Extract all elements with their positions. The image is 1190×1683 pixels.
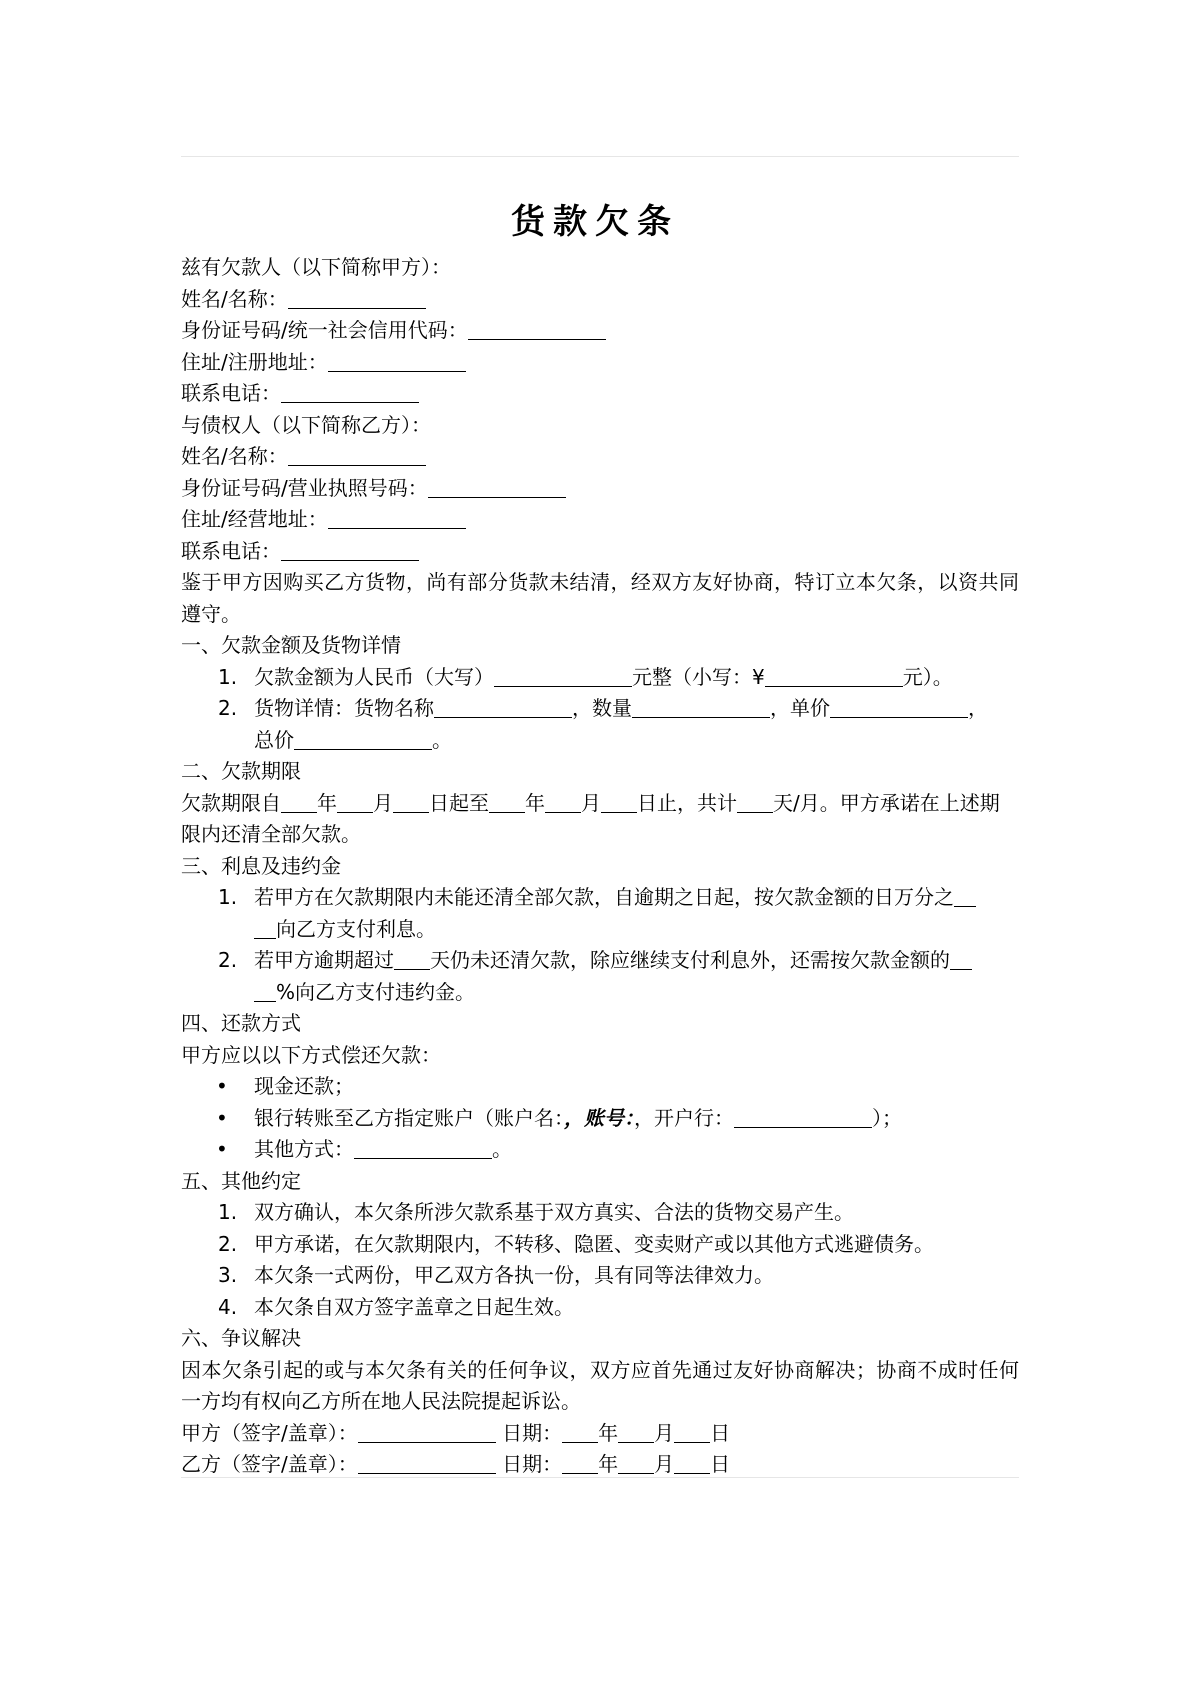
debtor-id-blank	[468, 317, 606, 340]
document-body	[181, 252, 1019, 1481]
debtor-name-blank	[288, 286, 426, 309]
bullet-icon: •	[216, 1137, 228, 1161]
creditor-intro: 与债权人（以下简称乙方）：	[181, 412, 431, 437]
section1-item-2: 2. 货物详情：货物名称 ，数量 ，单价 ， 总价 。	[218, 696, 988, 752]
payment-bank: • 银行转账至乙方指定账户（账户名：，账号：，开户行： ）；	[181, 1103, 1019, 1135]
debtor-address-line: 住址/注册地址：	[181, 347, 1019, 379]
quantity-blank	[632, 695, 770, 718]
signature-party-a: 甲方（签字/盖章）： 日期： 年 月 日	[181, 1420, 731, 1445]
section3-item-1: 1. 若甲方在欠款期限内未能还清全部欠款，自逾期之日起，按欠款金额的日万分之 向乙方支付利息。	[181, 882, 1019, 945]
bullet-icon: •	[216, 1074, 228, 1098]
party-a-signature-blank	[358, 1420, 496, 1443]
debtor-address-blank	[328, 349, 466, 372]
creditor-address-blank	[328, 506, 466, 529]
section4-intro: 甲方应以以下方式偿还欠款：	[181, 1042, 441, 1067]
unit-price-blank	[830, 695, 968, 718]
payment-other: • 其他方式： 。	[181, 1134, 1019, 1166]
amount-upper-blank	[494, 664, 632, 687]
section5-item: 3. 本欠条一式两份，甲乙双方各执一份，具有同等法律效力。	[218, 1263, 774, 1287]
section3-list	[181, 882, 1019, 1008]
section3-item-2: 2. 若甲方逾期超过 天仍未还清欠款，除应继续支付利息外，还需按欠款金额的 %向乙方支付违约金。	[181, 945, 1019, 1008]
creditor-phone-line: 联系电话：	[181, 536, 1019, 568]
section4-heading: 四、还款方式	[181, 1011, 301, 1035]
section2-text: 欠款期限自 年 月 日起至 年 月 日止，共计 天/月。甲方承诺在上述期限内还清全部欠款。	[181, 790, 1000, 846]
preamble: 鉴于甲方因购买乙方货物，尚有部分货款未结清，经双方友好协商，特订立本欠条，以资共同遵守。	[181, 570, 1019, 626]
section5-heading: 五、其他约定	[181, 1168, 301, 1193]
debtor-name-line: 姓名/名称：	[181, 284, 1019, 316]
debtor-id-line: 身份证号码/统一社会信用代码：	[181, 315, 1019, 347]
bullet-icon: •	[216, 1105, 228, 1130]
debtor-phone-blank	[281, 380, 419, 403]
bank-blank	[734, 1105, 872, 1128]
top-divider	[181, 156, 1019, 157]
section5-item: 2. 甲方承诺，在欠款期限内，不转移、隐匿、变卖财产或以其他方式逃避债务。	[218, 1231, 934, 1256]
party-b-signature-blank	[358, 1451, 496, 1474]
bottom-divider	[181, 1477, 1019, 1478]
creditor-name-line: 姓名/名称：	[181, 441, 1019, 473]
section3-heading: 三、利息及违约金	[181, 853, 341, 878]
amount-lower-blank	[765, 664, 903, 687]
signature-party-b: 乙方（签字/盖章）： 日期： 年 月 日	[181, 1452, 731, 1476]
creditor-id-blank	[428, 475, 566, 498]
section1-list	[181, 662, 1019, 757]
goods-name-blank	[434, 695, 572, 718]
section6-text: 因本欠条引起的或与本欠条有关的任何争议，双方应首先通过友好协商解决；协商不成时任何一方均有权向乙方所在地人民法院提起诉讼。	[181, 1357, 1019, 1413]
section5-item: 1. 双方确认，本欠条所涉欠款系基于双方真实、合法的货物交易产生。	[218, 1200, 854, 1224]
debtor-intro: 兹有欠款人（以下简称甲方）：	[181, 255, 451, 279]
total-price-blank	[294, 727, 432, 750]
creditor-address-line: 住址/经营地址：	[181, 504, 1019, 536]
other-method-blank	[354, 1136, 492, 1159]
creditor-phone-blank	[281, 538, 419, 561]
debtor-phone-line: 联系电话：	[181, 378, 1019, 410]
section1-item-1: 1. 欠款金额为人民币（大写） 元整（小写：¥ 元）。	[218, 664, 953, 689]
section1-heading: 一、欠款金额及货物详情	[181, 633, 401, 657]
section6-heading: 六、争议解决	[181, 1326, 301, 1350]
section5-item: 4. 本欠条自双方签字盖章之日起生效。	[218, 1294, 574, 1319]
payment-cash: • 现金还款；	[181, 1071, 1019, 1103]
section5-list	[181, 1197, 1019, 1323]
creditor-name-blank	[288, 443, 426, 466]
document-title: 货款欠条	[511, 202, 679, 242]
section2-heading: 二、欠款期限	[181, 759, 301, 783]
section4-list	[181, 1071, 1019, 1166]
creditor-id-line: 身份证号码/营业执照号码：	[181, 473, 1019, 505]
